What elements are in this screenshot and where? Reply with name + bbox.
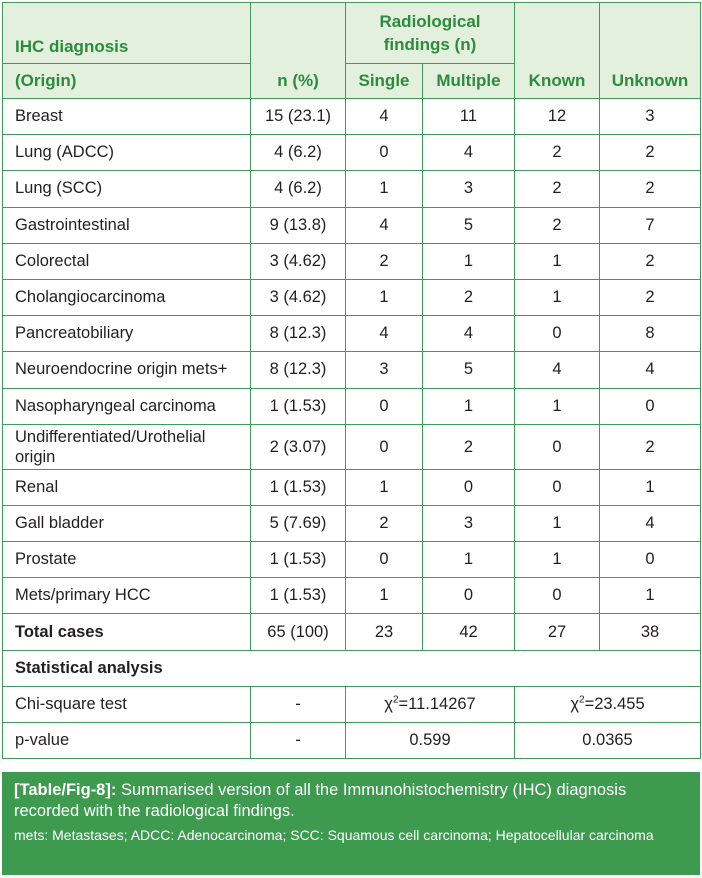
header-ihc-diagnosis: IHC diagnosis <box>3 3 251 64</box>
row-known-cell: 0 <box>515 578 600 614</box>
row-diagnosis-cell: Breast <box>3 99 251 135</box>
total-row <box>3 614 701 650</box>
total-label: Total cases <box>3 614 251 650</box>
row-multiple-cell: 3 <box>423 171 515 207</box>
row-single-cell: 0 <box>346 388 423 424</box>
table-row <box>3 279 701 315</box>
row-single-cell: 0 <box>346 424 423 469</box>
chi-square-radiological <box>346 686 515 722</box>
row-diagnosis-cell: Mets/primary HCC <box>3 578 251 614</box>
row-unknown-cell: 3 <box>600 99 701 135</box>
row-diagnosis-cell: Gastrointestinal <box>3 207 251 243</box>
row-unknown-cell: 0 <box>600 542 701 578</box>
table-row <box>3 424 701 469</box>
row-multiple-cell: 2 <box>423 424 515 469</box>
row-diagnosis-cell: Cholangiocarcinoma <box>3 279 251 315</box>
total-n-cell: 65 (100) <box>251 614 346 650</box>
table-row <box>3 135 701 171</box>
row-known-cell: 12 <box>515 99 600 135</box>
total-multiple-cell: 42 <box>423 614 515 650</box>
row-n-cell: 8 (12.3) <box>251 352 346 388</box>
row-n-cell: 4 (6.2) <box>251 171 346 207</box>
row-multiple-cell: 4 <box>423 316 515 352</box>
row-n-cell: 1 (1.53) <box>251 578 346 614</box>
caption-text: Summarised version of all the Immunohistochemistry (IHC) diagnosis recorded with the radiological findings. <box>14 781 627 820</box>
row-diagnosis-cell: Colorectal <box>3 243 251 279</box>
p-value-origin: 0.0365 <box>515 723 701 759</box>
total-known-cell: 27 <box>515 614 600 650</box>
row-diagnosis-cell: Renal <box>3 469 251 505</box>
row-known-cell: 0 <box>515 469 600 505</box>
row-known-cell: 1 <box>515 505 600 541</box>
header-unknown: Unknown <box>600 3 701 99</box>
p-value-row <box>3 723 701 759</box>
row-n-cell: 1 (1.53) <box>251 388 346 424</box>
table-row <box>3 469 701 505</box>
row-known-cell: 0 <box>515 316 600 352</box>
caption-note: mets: Metastases; ADCC: Adenocarcinoma; SCC: Squamous cell carcinoma; Hepatocellular carcinoma <box>14 827 654 843</box>
row-n-cell: 15 (23.1) <box>251 99 346 135</box>
row-n-cell: 1 (1.53) <box>251 469 346 505</box>
total-unknown-cell: 38 <box>600 614 701 650</box>
row-known-cell: 0 <box>515 424 600 469</box>
row-multiple-cell: 2 <box>423 279 515 315</box>
row-multiple-cell: 1 <box>423 542 515 578</box>
p-value-label: p-value <box>3 723 251 759</box>
table-row <box>3 352 701 388</box>
chi-square-origin <box>515 686 701 722</box>
row-known-cell: 1 <box>515 388 600 424</box>
row-unknown-cell: 2 <box>600 243 701 279</box>
chi-symbol: χ <box>384 694 393 713</box>
row-known-cell: 2 <box>515 207 600 243</box>
row-n-cell: 5 (7.69) <box>251 505 346 541</box>
header-radiological-findings-text: Radiological findings (n) <box>379 12 481 54</box>
row-multiple-cell: 1 <box>423 388 515 424</box>
row-known-cell: 1 <box>515 542 600 578</box>
row-single-cell: 1 <box>346 469 423 505</box>
header-radiological-findings <box>346 3 515 64</box>
row-known-cell: 2 <box>515 171 600 207</box>
row-unknown-cell: 1 <box>600 578 701 614</box>
row-unknown-cell: 2 <box>600 171 701 207</box>
row-single-cell: 4 <box>346 316 423 352</box>
row-diagnosis-cell: Undifferentiated/Urothelial origin <box>3 424 251 469</box>
row-single-cell: 4 <box>346 99 423 135</box>
row-n-cell: 8 (12.3) <box>251 316 346 352</box>
row-multiple-cell: 5 <box>423 352 515 388</box>
row-diagnosis-cell: Pancreatobiliary <box>3 316 251 352</box>
table-row <box>3 542 701 578</box>
row-known-cell: 2 <box>515 135 600 171</box>
chi-value: =23.455 <box>584 694 645 713</box>
row-multiple-cell: 11 <box>423 99 515 135</box>
p-value-radiological: 0.599 <box>346 723 515 759</box>
header-row-1 <box>3 3 701 64</box>
ihc-diagnosis-table <box>2 2 701 759</box>
row-n-cell: 3 (4.62) <box>251 243 346 279</box>
row-single-cell: 2 <box>346 505 423 541</box>
row-unknown-cell: 8 <box>600 316 701 352</box>
caption-main <box>14 780 688 822</box>
row-unknown-cell: 2 <box>600 279 701 315</box>
row-single-cell: 2 <box>346 243 423 279</box>
table-row <box>3 505 701 541</box>
header-origin: (Origin) <box>3 64 251 99</box>
row-diagnosis-cell: Lung (SCC) <box>3 171 251 207</box>
row-unknown-cell: 2 <box>600 424 701 469</box>
header-known: Known <box>515 3 600 99</box>
row-diagnosis-cell: Neuroendocrine origin mets+ <box>3 352 251 388</box>
stats-heading-row <box>3 650 701 686</box>
row-n-cell: 3 (4.62) <box>251 279 346 315</box>
row-known-cell: 1 <box>515 279 600 315</box>
header-single: Single <box>346 64 423 99</box>
total-single-cell: 23 <box>346 614 423 650</box>
row-known-cell: 4 <box>515 352 600 388</box>
row-single-cell: 1 <box>346 279 423 315</box>
row-unknown-cell: 7 <box>600 207 701 243</box>
row-multiple-cell: 1 <box>423 243 515 279</box>
chi-square-label: Chi-square test <box>3 686 251 722</box>
header-n-pct: n (%) <box>251 3 346 99</box>
row-single-cell: 1 <box>346 171 423 207</box>
table-row <box>3 578 701 614</box>
chi-value: =11.14267 <box>398 694 476 713</box>
row-unknown-cell: 4 <box>600 505 701 541</box>
row-multiple-cell: 0 <box>423 578 515 614</box>
row-single-cell: 4 <box>346 207 423 243</box>
stats-heading: Statistical analysis <box>3 650 701 686</box>
table-row <box>3 99 701 135</box>
row-single-cell: 1 <box>346 578 423 614</box>
row-single-cell: 0 <box>346 135 423 171</box>
chi-superscript: 2 <box>392 694 399 706</box>
p-value-n: - <box>251 723 346 759</box>
caption-tag: [Table/Fig-8]: <box>14 781 117 799</box>
row-single-cell: 3 <box>346 352 423 388</box>
row-n-cell: 2 (3.07) <box>251 424 346 469</box>
row-unknown-cell: 2 <box>600 135 701 171</box>
row-diagnosis-cell: Gall bladder <box>3 505 251 541</box>
table-row <box>3 243 701 279</box>
row-multiple-cell: 0 <box>423 469 515 505</box>
table-caption <box>2 772 700 875</box>
row-multiple-cell: 4 <box>423 135 515 171</box>
row-unknown-cell: 4 <box>600 352 701 388</box>
row-diagnosis-cell: Nasopharyngeal carcinoma <box>3 388 251 424</box>
table-row <box>3 388 701 424</box>
table-row <box>3 171 701 207</box>
row-multiple-cell: 3 <box>423 505 515 541</box>
row-diagnosis-cell: Prostate <box>3 542 251 578</box>
header-multiple: Multiple <box>423 64 515 99</box>
row-single-cell: 0 <box>346 542 423 578</box>
table-row <box>3 207 701 243</box>
row-unknown-cell: 0 <box>600 388 701 424</box>
row-n-cell: 4 (6.2) <box>251 135 346 171</box>
chi-symbol: χ <box>570 694 579 713</box>
row-n-cell: 1 (1.53) <box>251 542 346 578</box>
chi-square-row <box>3 686 701 722</box>
row-known-cell: 1 <box>515 243 600 279</box>
chi-square-n: - <box>251 686 346 722</box>
row-multiple-cell: 5 <box>423 207 515 243</box>
row-unknown-cell: 1 <box>600 469 701 505</box>
chi-superscript: 2 <box>579 694 585 706</box>
ihc-table-container <box>2 2 700 759</box>
row-n-cell: 9 (13.8) <box>251 207 346 243</box>
row-diagnosis-cell: Lung (ADCC) <box>3 135 251 171</box>
table-row <box>3 316 701 352</box>
